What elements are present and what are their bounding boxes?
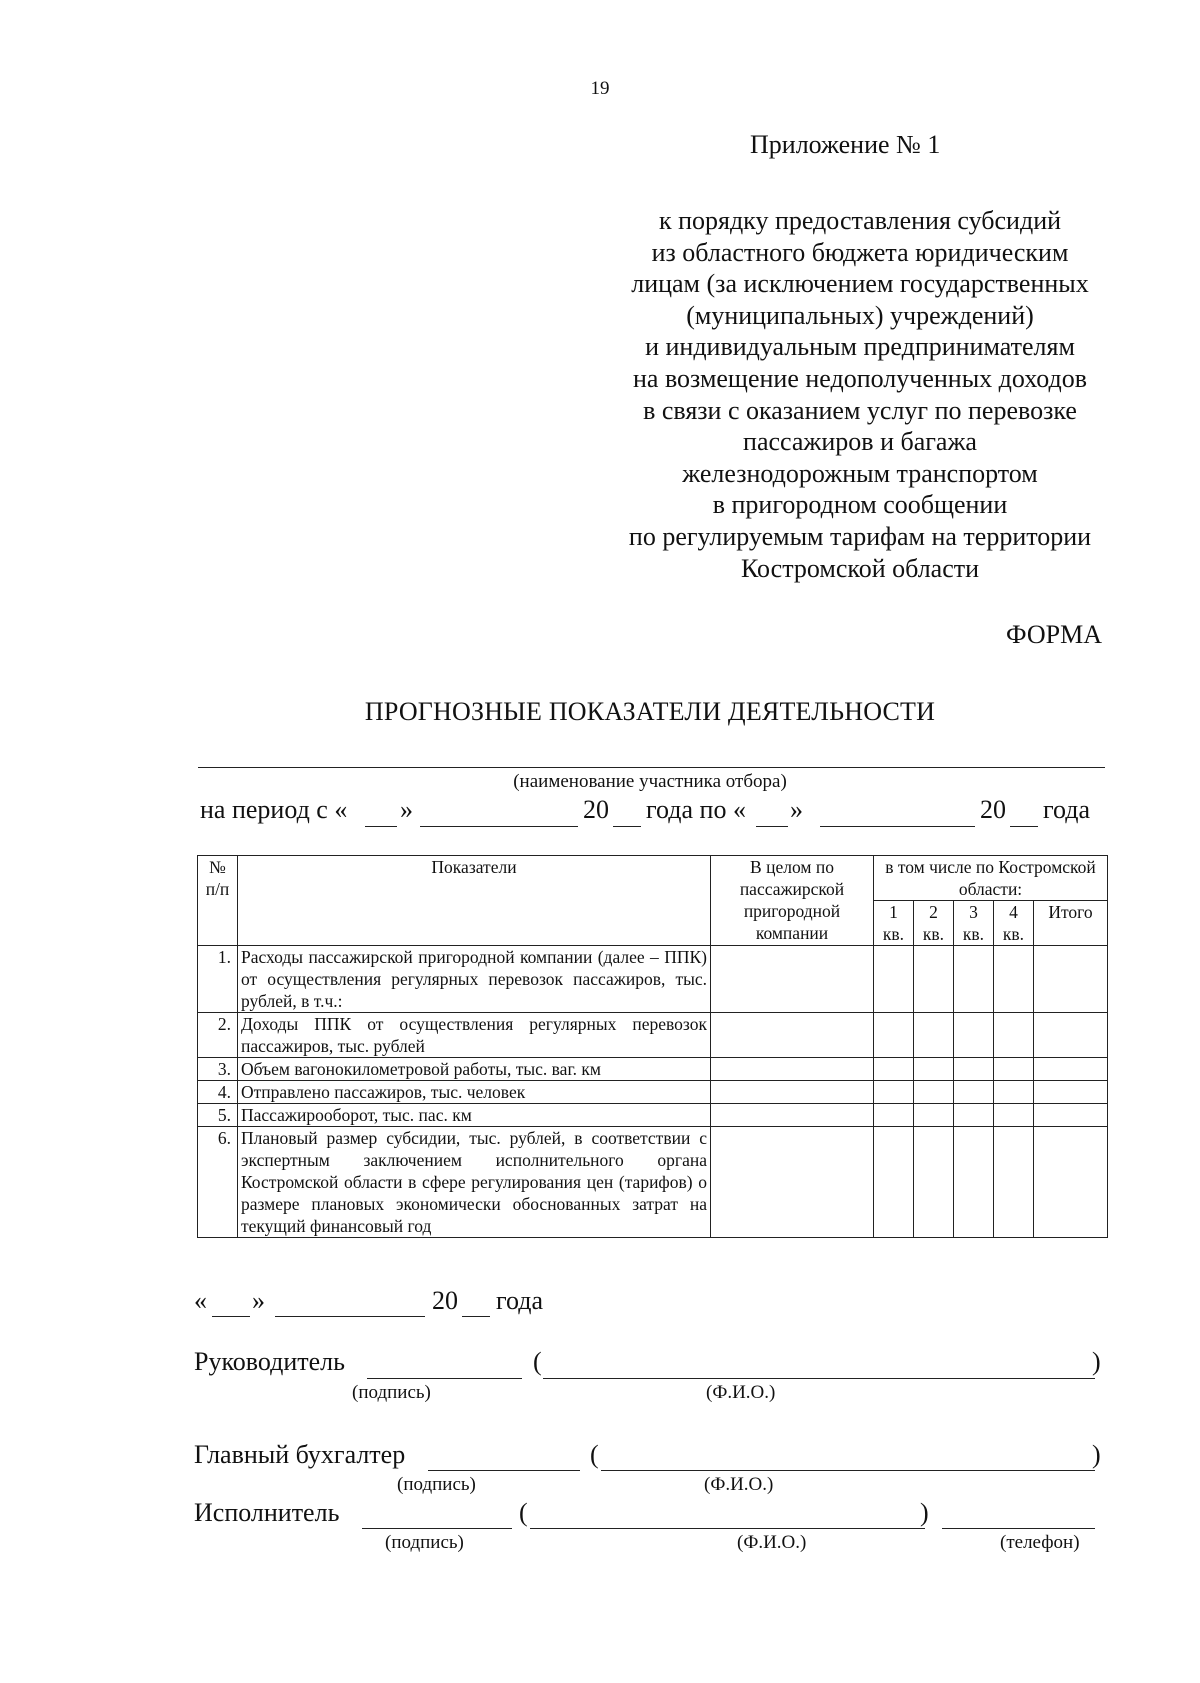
header-total: Итого [1034, 901, 1108, 946]
row-num: 3. [198, 1058, 238, 1081]
header-q1-num: 1 [889, 902, 898, 922]
period-close-quote: » [400, 795, 413, 824]
period-to-label: года по « [646, 795, 746, 824]
period-from-year-field[interactable] [613, 826, 641, 827]
header-total-company: В целом по пассажирской пригородной компании [711, 856, 874, 946]
cell-q2[interactable] [914, 1104, 954, 1127]
appendix-title: Приложение № 1 [750, 130, 941, 159]
date-day-field[interactable] [212, 1316, 250, 1317]
cell-q2[interactable] [914, 946, 954, 1013]
cell-total[interactable] [1034, 1127, 1108, 1238]
executor-label: Исполнитель [194, 1498, 340, 1527]
appendix-line: (муниципальных) учреждений) [686, 300, 1034, 330]
header-q2-label: кв. [922, 924, 945, 944]
table-row [198, 1081, 1108, 1104]
period-to-year-field[interactable] [1010, 826, 1038, 827]
accountant-label: Главный бухгалтер [194, 1440, 406, 1469]
cell-q3[interactable] [954, 1104, 994, 1127]
date-open-quote: « [194, 1286, 207, 1315]
cell-q2[interactable] [914, 1127, 954, 1238]
cell-total[interactable] [1034, 1081, 1108, 1104]
cell-total-company[interactable] [711, 1013, 874, 1058]
appendix-line: в пригородном сообщении [712, 490, 1008, 520]
table-row [198, 1104, 1108, 1127]
header-q1-label: кв. [882, 924, 905, 944]
appendix-line: Костромской области [740, 553, 980, 583]
appendix-line: и индивидуальным предпринимателям [645, 332, 1075, 362]
page-number: 19 [590, 78, 610, 99]
period-year-prefix-2: 20 [980, 795, 1006, 824]
appendix-line: к порядку предоставления субсидий [658, 206, 1062, 235]
appendix-line: на возмещение недополученных доходов [632, 363, 1088, 393]
head-label: Руководитель [194, 1347, 345, 1376]
appendix-line: из областного бюджета юридическим [651, 237, 1069, 267]
row-indicator: Доходы ППК от осуществления регулярных перевозок пассажиров, тыс. рублей [238, 1013, 711, 1058]
header-num: № п/п [198, 856, 238, 946]
participant-caption: (наименование участника отбора) [513, 771, 787, 792]
cell-q4[interactable] [994, 1058, 1034, 1081]
appendix-line: пассажиров и багажа [743, 427, 977, 457]
header-q3 [954, 901, 994, 946]
row-indicator: Отправлено пассажиров, тыс. человек [238, 1081, 711, 1104]
header-region-group: в том числе по Костромской области: [874, 856, 1108, 901]
appendix-line: по регулируемым тарифам на территории [628, 521, 1092, 551]
accountant-name-caption: (Ф.И.О.) [704, 1474, 774, 1495]
header-q3-num: 3 [969, 902, 978, 922]
date-close-quote: » [252, 1286, 265, 1315]
cell-total-company[interactable] [711, 1081, 874, 1104]
cell-q4[interactable] [994, 1104, 1034, 1127]
participant-name-field[interactable] [198, 767, 1105, 768]
row-num: 5. [198, 1104, 238, 1127]
executor-signature-field[interactable] [362, 1528, 512, 1529]
table-row [198, 946, 1108, 1013]
cell-q3[interactable] [954, 1081, 994, 1104]
accountant-name-field[interactable] [601, 1470, 1095, 1471]
cell-q1[interactable] [874, 1127, 914, 1238]
executor-open-paren: ( [519, 1498, 528, 1527]
cell-total[interactable] [1034, 1058, 1108, 1081]
row-indicator: Плановый размер субсидии, тыс. рублей, в соответствии с экспертным заключением исполнительного органа Костромской области в сфере регулирования цен (тарифов) о размере плановых экономически обоснованных затрат на текущий финансовый год [238, 1127, 711, 1238]
accountant-signature-field[interactable] [428, 1470, 580, 1471]
row-indicator: Объем вагонокилометровой работы, тыс. ваг. км [238, 1058, 711, 1081]
cell-total-company[interactable] [711, 1127, 874, 1238]
head-signature-field[interactable] [367, 1378, 522, 1379]
row-num: 1. [198, 946, 238, 1013]
period-to-month-field[interactable] [820, 826, 975, 827]
cell-total-company[interactable] [711, 1104, 874, 1127]
executor-phone-caption: (телефон) [1000, 1532, 1080, 1553]
executor-sign-caption: (подпись) [385, 1532, 464, 1553]
cell-q1[interactable] [874, 1104, 914, 1127]
executor-name-field[interactable] [530, 1528, 925, 1529]
header-indicators: Показатели [238, 856, 711, 946]
header-q4-num: 4 [1009, 902, 1018, 922]
executor-close-paren: ) [920, 1498, 929, 1527]
period-close-quote-2: » [790, 795, 803, 824]
date-year-field[interactable] [462, 1316, 490, 1317]
appendix-line: железнодорожным транспортом [682, 458, 1038, 488]
head-sign-caption: (подпись) [352, 1382, 431, 1403]
cell-q2[interactable] [914, 1058, 954, 1081]
executor-name-caption: (Ф.И.О.) [737, 1532, 807, 1553]
head-open-paren: ( [533, 1347, 542, 1376]
header-q2 [914, 901, 954, 946]
cell-q4[interactable] [994, 1081, 1034, 1104]
accountant-close-paren: ) [1092, 1440, 1101, 1469]
indicators-table [197, 855, 1108, 1238]
appendix-description [600, 205, 1120, 584]
period-from-month-field[interactable] [420, 826, 578, 827]
header-q3-label: кв. [962, 924, 985, 944]
cell-total[interactable] [1034, 1104, 1108, 1127]
row-indicator: Пассажирооборот, тыс. пас. км [238, 1104, 711, 1127]
period-year-prefix: 20 [583, 795, 609, 824]
period-from-day-field[interactable] [365, 826, 397, 827]
date-month-field[interactable] [275, 1316, 425, 1317]
header-q4 [994, 901, 1034, 946]
cell-total-company[interactable] [711, 1058, 874, 1081]
cell-q1[interactable] [874, 1058, 914, 1081]
cell-total-company[interactable] [711, 946, 874, 1013]
date-year-prefix: 20 [432, 1286, 458, 1315]
header-q4-label: кв. [1002, 924, 1025, 944]
cell-q2[interactable] [914, 1081, 954, 1104]
head-close-paren: ) [1092, 1347, 1101, 1376]
row-indicator: Расходы пассажирской пригородной компании (далее – ППК) от осуществления регулярных перевозок пассажиров, тыс. рублей, в т.ч.: [238, 946, 711, 1013]
table-header-row [198, 856, 1108, 901]
row-num: 6. [198, 1127, 238, 1238]
row-num: 4. [198, 1081, 238, 1104]
date-year-word: года [496, 1286, 544, 1315]
cell-q3[interactable] [954, 1127, 994, 1238]
period-year-word: года [1043, 795, 1091, 824]
row-num: 2. [198, 1013, 238, 1058]
cell-q4[interactable] [994, 1127, 1034, 1238]
accountant-open-paren: ( [590, 1440, 599, 1469]
accountant-sign-caption: (подпись) [397, 1474, 476, 1495]
head-name-caption: (Ф.И.О.) [706, 1382, 776, 1403]
cell-q3[interactable] [954, 1058, 994, 1081]
appendix-line: в связи с оказанием услуг по перевозке [643, 395, 1077, 425]
cell-q3[interactable] [954, 946, 994, 1013]
form-label: ФОРМА [1006, 620, 1102, 649]
cell-q1[interactable] [874, 1081, 914, 1104]
cell-q4[interactable] [994, 946, 1034, 1013]
table-row [198, 1058, 1108, 1081]
appendix-line: лицам (за исключением государственных [631, 269, 1089, 299]
head-name-field[interactable] [543, 1378, 1095, 1379]
executor-phone-field[interactable] [942, 1528, 1095, 1529]
cell-q3[interactable] [954, 1013, 994, 1058]
table-row [198, 1013, 1108, 1058]
header-q1 [874, 901, 914, 946]
period-to-day-field[interactable] [756, 826, 788, 827]
cell-total[interactable] [1034, 946, 1108, 1013]
cell-q1[interactable] [874, 946, 914, 1013]
cell-q1[interactable] [874, 1013, 914, 1058]
cell-total[interactable] [1034, 1013, 1108, 1058]
cell-q2[interactable] [914, 1013, 954, 1058]
period-label: на период с « [200, 795, 348, 824]
document-title: ПРОГНОЗНЫЕ ПОКАЗАТЕЛИ ДЕЯТЕЛЬНОСТИ [364, 697, 936, 726]
table-row [198, 1127, 1108, 1238]
cell-q4[interactable] [994, 1013, 1034, 1058]
header-q2-num: 2 [929, 902, 938, 922]
